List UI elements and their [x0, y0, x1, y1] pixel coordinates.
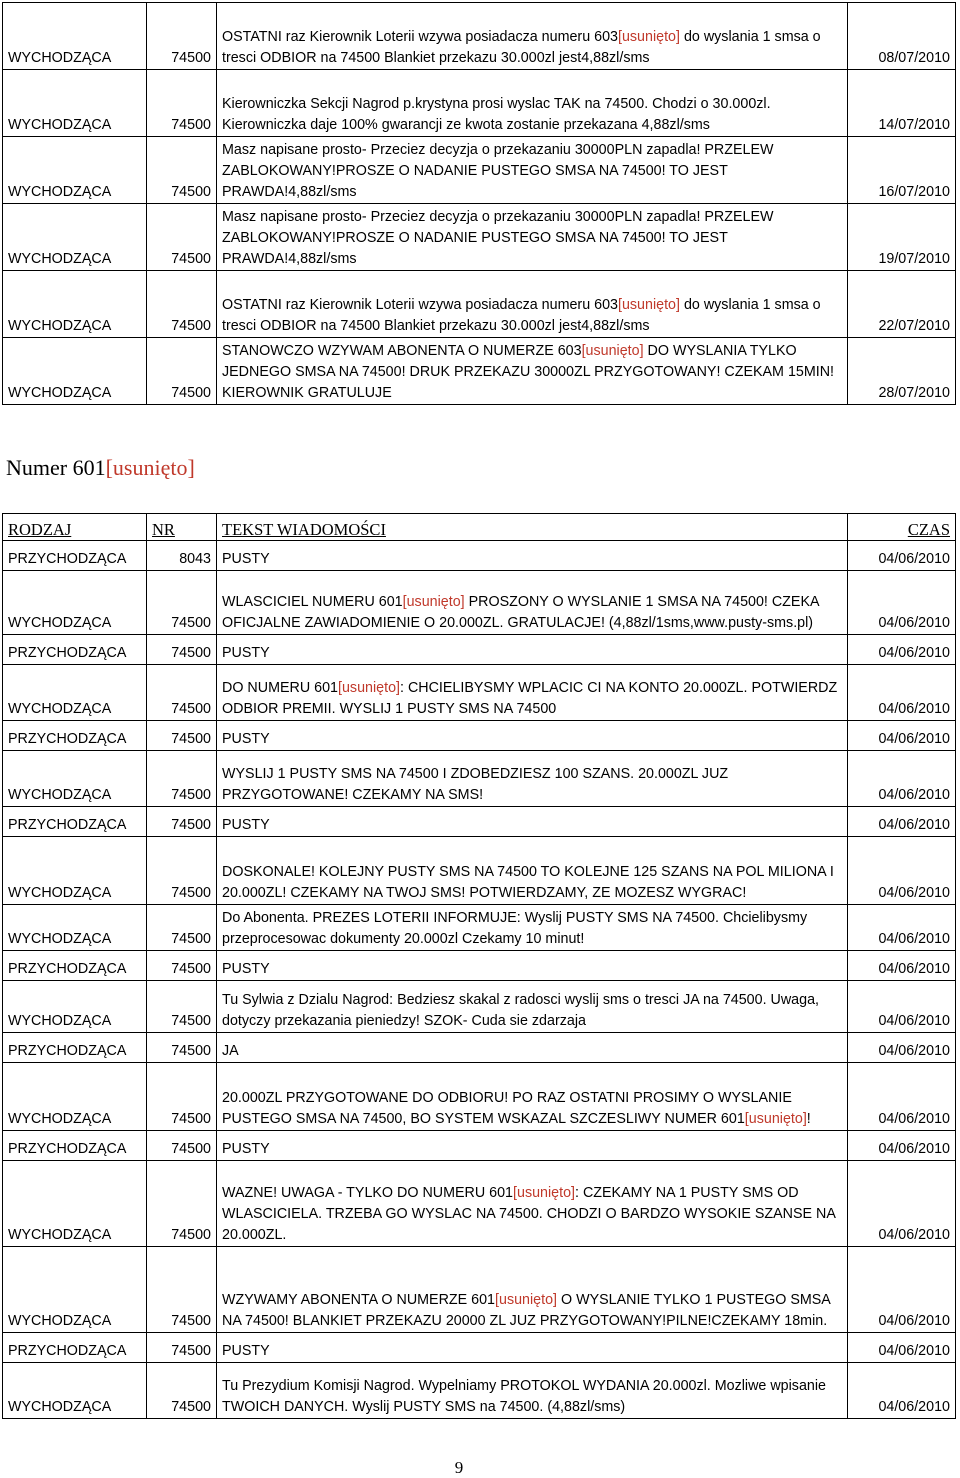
redacted-text: [usunięto]: [617, 297, 680, 313]
redacted-text: [usunięto]: [338, 680, 400, 696]
table-row: [3, 3, 956, 70]
message-text: do wyslania 1 smsa o tresci ODBIOR na 74500 Blankiet przekazu 30.000zl jest4,88zl/sms: [222, 29, 821, 66]
table-row: [3, 807, 956, 837]
heading-redacted: [usunięto]: [105, 455, 195, 480]
cell-message: [217, 571, 848, 635]
heading-number: Numer 601: [6, 455, 106, 480]
header-nr: NR: [147, 514, 217, 541]
header-type: RODZAJ: [3, 514, 147, 541]
message-text: Kierowniczka Sekcji Nagrod p.krystyna prosi wyslac TAK na 74500. Chodzi o 30.000zl. Kierowniczka daje 100% gwarancji ze kwota zostanie przekazana 4,88zl/sms: [222, 96, 771, 133]
cell-type: PRZYCHODZĄCA: [3, 1333, 147, 1363]
cell-message: [217, 271, 848, 338]
cell-message: [217, 338, 848, 405]
cell-message: [217, 1063, 848, 1131]
redacted-text: [usunięto]: [617, 29, 680, 45]
cell-number: 74500: [147, 635, 217, 665]
cell-time: 04/06/2010: [848, 1247, 956, 1333]
sms-log-table-601: [2, 513, 956, 1419]
message-text: PUSTY: [222, 961, 270, 977]
cell-message: [217, 1161, 848, 1247]
cell-type: WYCHODZĄCA: [3, 1063, 147, 1131]
cell-type: WYCHODZĄCA: [3, 338, 147, 405]
table-row: [3, 1161, 956, 1247]
table-row: [3, 571, 956, 635]
redacted-text: [usunięto]: [495, 1292, 558, 1308]
cell-number: 74500: [147, 70, 217, 137]
message-text: 20.000ZL PRZYGOTOWANE DO ODBIORU! PO RAZ OSTATNI PROSIMY O WYSLANIE PUSTEGO SMSA NA 74500, BO SYSTEM WSKAZAL SZCZESLIWY NUMER 601: [222, 1090, 792, 1127]
cell-number: 74500: [147, 905, 217, 951]
cell-number: 74500: [147, 1333, 217, 1363]
cell-time: 04/06/2010: [848, 665, 956, 721]
cell-type: PRZYCHODZĄCA: [3, 721, 147, 751]
header-time: CZAS: [848, 514, 956, 541]
cell-number: 74500: [147, 3, 217, 70]
cell-time: 19/07/2010: [848, 204, 956, 271]
message-text: PUSTY: [222, 645, 270, 661]
message-text: O WYSLANIE TYLKO 1 PUSTEGO SMSA NA 74500! BLANKIET PRZEKAZU 20000 ZL JUZ PRZYGOTOWANY!PILNE!CZEKAMY 18min.: [222, 1292, 831, 1329]
sms-log-body: [3, 3, 956, 405]
table-row: [3, 70, 956, 137]
message-text: DO WYSLANIA TYLKO JEDNEGO SMSA NA 74500! DRUK PRZEKAZU 30000ZL PRZYGOTOWANY! CZEKAM 15MIN! KIEROWNIK GRATULUJE: [222, 343, 835, 401]
cell-time: 04/06/2010: [848, 571, 956, 635]
cell-number: 74500: [147, 338, 217, 405]
cell-message: [217, 1131, 848, 1161]
cell-time: 04/06/2010: [848, 905, 956, 951]
message-text: Do Abonenta. PREZES LOTERII INFORMUJE: Wyslij PUSTY SMS NA 74500. Chcielibysmy przeprocesowac dokumenty 20.000zl Czekamy 10 minut!: [222, 910, 808, 947]
cell-message: [217, 635, 848, 665]
cell-number: 74500: [147, 1161, 217, 1247]
cell-time: 04/06/2010: [848, 721, 956, 751]
cell-time: 04/06/2010: [848, 1161, 956, 1247]
cell-message: [217, 1363, 848, 1419]
redacted-text: [usunięto]: [581, 343, 644, 359]
redacted-text: [usunięto]: [513, 1185, 576, 1201]
cell-type: WYCHODZĄCA: [3, 905, 147, 951]
cell-number: 74500: [147, 1063, 217, 1131]
cell-number: 74500: [147, 1247, 217, 1333]
message-text: : CHCIELIBYSMY WPLACIC CI NA KONTO 20.000ZL. POTWIERDZ ODBIOR PREMII. WYSLIJ 1 PUSTY SMS NA 74500: [222, 680, 838, 717]
cell-message: [217, 951, 848, 981]
message-text: PUSTY: [222, 731, 270, 747]
cell-number: 74500: [147, 271, 217, 338]
cell-time: 14/07/2010: [848, 70, 956, 137]
cell-message: [217, 70, 848, 137]
cell-message: [217, 137, 848, 204]
cell-message: [217, 1333, 848, 1363]
cell-number: 74500: [147, 751, 217, 807]
table-row: [3, 951, 956, 981]
cell-type: WYCHODZĄCA: [3, 571, 147, 635]
cell-type: PRZYCHODZĄCA: [3, 807, 147, 837]
table-row: [3, 905, 956, 951]
cell-time: 04/06/2010: [848, 751, 956, 807]
page-number: 9: [454, 1458, 464, 1477]
cell-type: WYCHODZĄCA: [3, 981, 147, 1033]
table-row: [3, 635, 956, 665]
cell-number: 8043: [147, 541, 217, 571]
message-text: : CZEKAMY NA 1 PUSTY SMS OD WLASCICIELA. TRZEBA GO WYSLAC NA 74500. CHODZI O BARDZO WYSOKIE SZANSE NA 20.000ZL.: [222, 1185, 836, 1243]
cell-time: 04/06/2010: [848, 981, 956, 1033]
message-text: WAZNE! UWAGA - TYLKO DO NUMERU 601: [222, 1185, 514, 1201]
cell-number: 74500: [147, 204, 217, 271]
message-text: STANOWCZO WZYWAM ABONENTA O NUMERZE 603: [222, 343, 582, 359]
redacted-text: [usunięto]: [402, 594, 465, 610]
table-row: [3, 1033, 956, 1063]
cell-message: [217, 1033, 848, 1063]
cell-time: 08/07/2010: [848, 3, 956, 70]
cell-type: WYCHODZĄCA: [3, 751, 147, 807]
cell-type: PRZYCHODZĄCA: [3, 541, 147, 571]
cell-number: 74500: [147, 1131, 217, 1161]
message-text: PUSTY: [222, 551, 270, 567]
cell-message: [217, 751, 848, 807]
table-row: [3, 1063, 956, 1131]
cell-number: 74500: [147, 137, 217, 204]
cell-number: 74500: [147, 665, 217, 721]
message-text: DO NUMERU 601: [222, 680, 338, 696]
table-row: [3, 338, 956, 405]
table-row: [3, 271, 956, 338]
message-text: JA: [222, 1043, 239, 1059]
cell-time: 04/06/2010: [848, 1033, 956, 1063]
cell-time: 04/06/2010: [848, 951, 956, 981]
cell-number: 74500: [147, 1363, 217, 1419]
cell-type: WYCHODZĄCA: [3, 271, 147, 338]
message-text: OSTATNI raz Kierownik Loterii wzywa posiadacza numeru 603: [222, 29, 618, 45]
message-text: WYSLIJ 1 PUSTY SMS NA 74500 I ZDOBEDZIESZ 100 SZANS. 20.000ZL JUZ PRZYGOTOWANE! CZEKAMY NA SMS!: [222, 766, 729, 803]
cell-message: [217, 541, 848, 571]
cell-message: [217, 837, 848, 905]
cell-number: 74500: [147, 807, 217, 837]
cell-type: WYCHODZĄCA: [3, 1363, 147, 1419]
table-row: [3, 204, 956, 271]
cell-time: 28/07/2010: [848, 338, 956, 405]
table-row: [3, 837, 956, 905]
cell-number: 74500: [147, 837, 217, 905]
header-msg: TEKST WIADOMOŚCI: [217, 514, 848, 541]
table-header-row: [3, 514, 956, 541]
cell-time: 04/06/2010: [848, 807, 956, 837]
cell-time: 04/06/2010: [848, 541, 956, 571]
cell-number: 74500: [147, 981, 217, 1033]
message-text: WZYWAMY ABONENTA O NUMERZE 601: [222, 1292, 496, 1308]
message-text: Tu Sylwia z Dzialu Nagrod: Bedziesz skakal z radosci wyslij sms o tresci JA na 74500. Uwaga, dotyczy przekazania pieniedzy! SZOK- Cuda sie zdarzaja: [222, 992, 819, 1029]
cell-message: [217, 905, 848, 951]
cell-number: 74500: [147, 721, 217, 751]
table-row: [3, 981, 956, 1033]
cell-time: 04/06/2010: [848, 1131, 956, 1161]
cell-time: 04/06/2010: [848, 1363, 956, 1419]
message-text: OSTATNI raz Kierownik Loterii wzywa posiadacza numeru 603: [222, 297, 618, 313]
message-text: Tu Prezydium Komisji Nagrod. Wypelniamy PROTOKOL WYDANIA 20.000zl. Mozliwe wpisanie TWOICH DANYCH. Wyslij PUSTY SMS na 74500. (4,88zl/sms): [222, 1378, 826, 1415]
message-text: Masz napisane prosto- Przeciez decyzja o przekazaniu 30000PLN zapadla! PRZELEW ZABLOKOWANY!PROSZE O NADANIE PUSTEGO SMSA NA 74500! TO JEST PRAWDA!4,88zl/sms: [222, 209, 774, 267]
message-text: Masz napisane prosto- Przeciez decyzja o przekazaniu 30000PLN zapadla! PRZELEW ZABLOKOWANY!PROSZE O NADANIE PUSTEGO SMSA NA 74500! TO JEST PRAWDA!4,88zl/sms: [222, 142, 774, 200]
table-row: [3, 721, 956, 751]
cell-time: 04/06/2010: [848, 635, 956, 665]
cell-type: WYCHODZĄCA: [3, 1161, 147, 1247]
section-heading: [6, 455, 195, 481]
table-row: [3, 541, 956, 571]
cell-message: [217, 807, 848, 837]
cell-time: 04/06/2010: [848, 837, 956, 905]
cell-time: 04/06/2010: [848, 1333, 956, 1363]
table-row: [3, 751, 956, 807]
cell-message: [217, 665, 848, 721]
message-text: PROSZONY O WYSLANIE 1 SMSA NA 74500! CZEKA OFICJALNE ZAWIADOMIENIE O 20.000ZL. GRATULACJE! (4,88zl/1sms,www.pusty-sms.pl): [222, 594, 819, 631]
cell-type: WYCHODZĄCA: [3, 1247, 147, 1333]
sms-log-body: [3, 541, 956, 1419]
cell-type: WYCHODZĄCA: [3, 137, 147, 204]
message-text: do wyslania 1 smsa o tresci ODBIOR na 74500 Blankiet przekazu 30.000zl jest4,88zl/sms: [222, 297, 821, 334]
cell-type: PRZYCHODZĄCA: [3, 635, 147, 665]
cell-type: WYCHODZĄCA: [3, 665, 147, 721]
cell-number: 74500: [147, 951, 217, 981]
cell-time: 16/07/2010: [848, 137, 956, 204]
cell-message: [217, 1247, 848, 1333]
cell-type: WYCHODZĄCA: [3, 70, 147, 137]
cell-number: 74500: [147, 1033, 217, 1063]
cell-type: PRZYCHODZĄCA: [3, 1033, 147, 1063]
message-text: PUSTY: [222, 1141, 270, 1157]
message-text: WLASCICIEL NUMERU 601: [222, 594, 403, 610]
cell-type: WYCHODZĄCA: [3, 204, 147, 271]
message-text: DOSKONALE! KOLEJNY PUSTY SMS NA 74500 TO KOLEJNE 125 SZANS NA POL MILIONA I 20.000ZL! CZEKAMY NA TWOJ SMS! POTWIERDZAMY, ZE MOZESZ WYGRAC!: [222, 864, 834, 901]
message-text: PUSTY: [222, 817, 270, 833]
cell-message: [217, 204, 848, 271]
redacted-text: [usunięto]: [744, 1111, 807, 1127]
cell-type: WYCHODZĄCA: [3, 3, 147, 70]
cell-number: 74500: [147, 571, 217, 635]
sms-log-table-603: [2, 2, 956, 405]
table-row: [3, 665, 956, 721]
cell-type: PRZYCHODZĄCA: [3, 1131, 147, 1161]
cell-time: 22/07/2010: [848, 271, 956, 338]
cell-message: [217, 721, 848, 751]
table-row: [3, 1333, 956, 1363]
table-row: [3, 137, 956, 204]
message-text: !: [806, 1111, 811, 1127]
table-row: [3, 1247, 956, 1333]
table-row: [3, 1131, 956, 1161]
cell-message: [217, 981, 848, 1033]
cell-message: [217, 3, 848, 70]
cell-type: WYCHODZĄCA: [3, 837, 147, 905]
cell-type: PRZYCHODZĄCA: [3, 951, 147, 981]
message-text: PUSTY: [222, 1343, 270, 1359]
cell-time: 04/06/2010: [848, 1063, 956, 1131]
table-row: [3, 1363, 956, 1419]
